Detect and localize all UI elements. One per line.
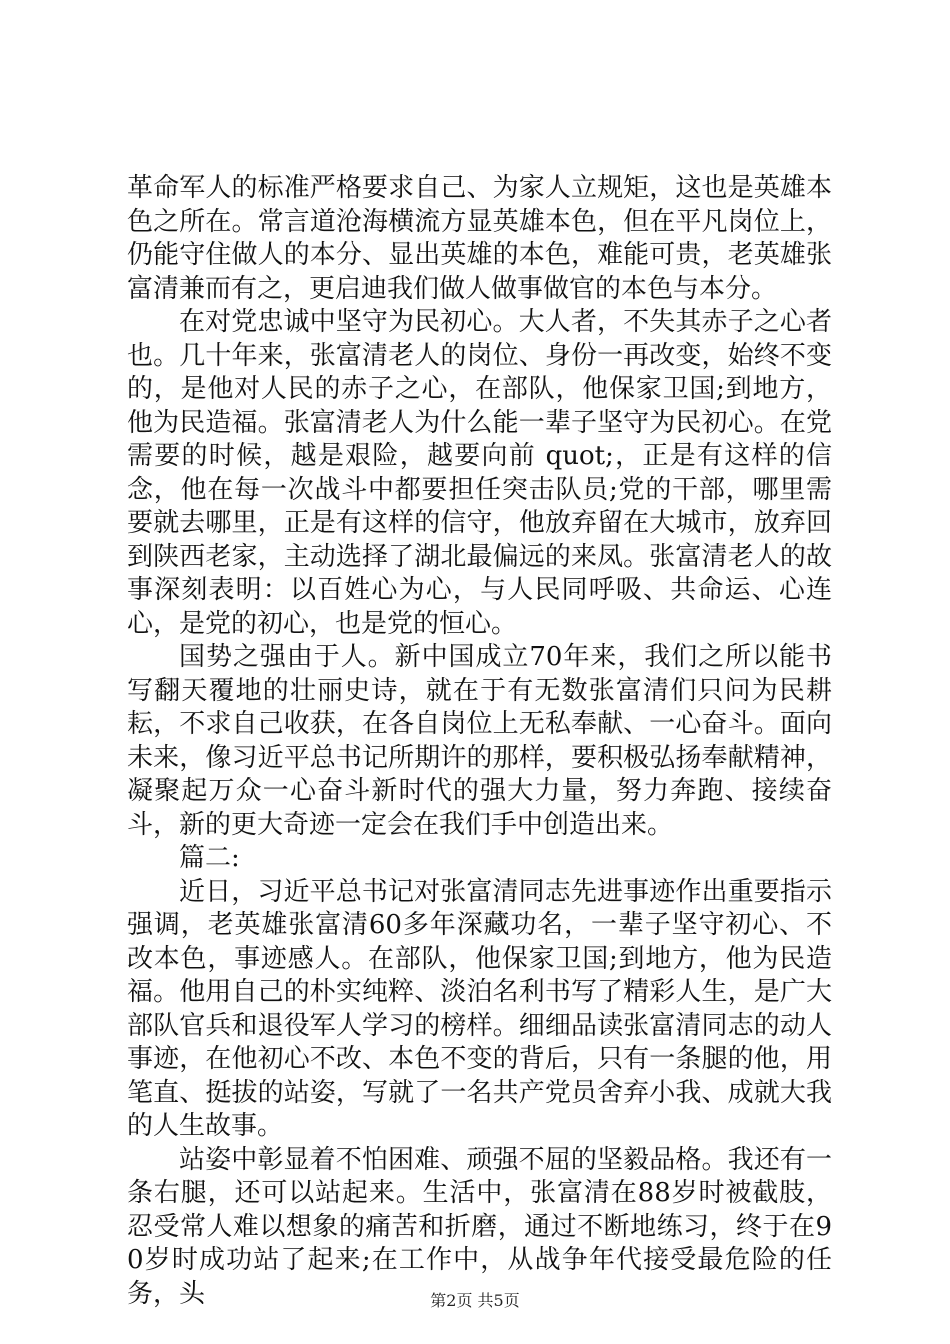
section-heading: 篇二: [179, 843, 240, 873]
paragraph: 国势之强由于人。新中国成立70年来，我们之所以能书写翻天覆地的壮丽史诗，就在于有无数张富清们只问为民耕耘，不求自己收获，在各自岗位上无私奉献、一心奋斗。面向未来，像习近平总书记所期许的那样，要积极弘扬奉献精神，凝聚起万众一心奋斗新时代的强大力量，努力奔跑、接续奋斗，新的更大奇迹一定会在我们手中创造出来。 [127, 642, 832, 840]
paragraph: 近日，习近平总书记对张富清同志先进事迹作出重要指示强调，老英雄张富清60多年深藏功名，一辈子坚守初心、不改本色，事迹感人。在部队，他保家卫国;到地方，他为民造福。他用自己的朴实纯粹、淡泊名利书写了精彩人生，是广大部队官兵和退役军人学习的榜样。细细品读张富清同志的动人事迹，在他初心不改、本色不变的背后，只有一条腿的他，用笔直、挺拔的站姿，写就了一名共产党员舍弃小我、成就大我的人生故事。 [127, 876, 832, 1141]
paragraph: 站姿中彰显着不怕困难、顽强不屈的坚毅品格。我还有一条右腿，还可以站起来。生活中，张富清在88岁时被截肢，忍受常人难以想象的痛苦和折磨，通过不断地练习，终于在90岁时成功站了起来;在工作中，从战争年代接受最危险的任务，头 [127, 1144, 832, 1309]
paragraph: 在对党忠诚中坚守为民初心。大人者，不失其赤子之心者也。几十年来，张富清老人的岗位、身份一再改变，始终不变的，是他对人民的赤子之心，在部队，他保家卫国;到地方，他为民造福。张富清老人为什么能一辈子坚守为民初心。在党需要的时候，越是艰险，越要向前 quot;，正是有这样的信念，他在每一次战斗中都要担任突击队员;党的干部，哪里需要就去哪里，正是有这样的信守，他放弃留在大城市，放弃回到陕西老家，主动选择了湖北最偏远的来凤。张富清老人的故事深刻表明：以百姓心为心，与人民同呼吸、共命运、心连心，是党的初心，也是党的恒心。 [127, 307, 832, 639]
page-number-footer: 第2页 共5页 [430, 1291, 520, 1310]
document-body [127, 172, 832, 1311]
paragraph: 革命军人的标准严格要求自己、为家人立规矩，这也是英雄本色之所在。常言道沧海横流方显英雄本色，但在平凡岗位上，仍能守住做人的本分、显出英雄的本色，难能可贵，老英雄张富清兼而有之，更启迪我们做人做事做官的本色与本分。 [127, 173, 832, 304]
